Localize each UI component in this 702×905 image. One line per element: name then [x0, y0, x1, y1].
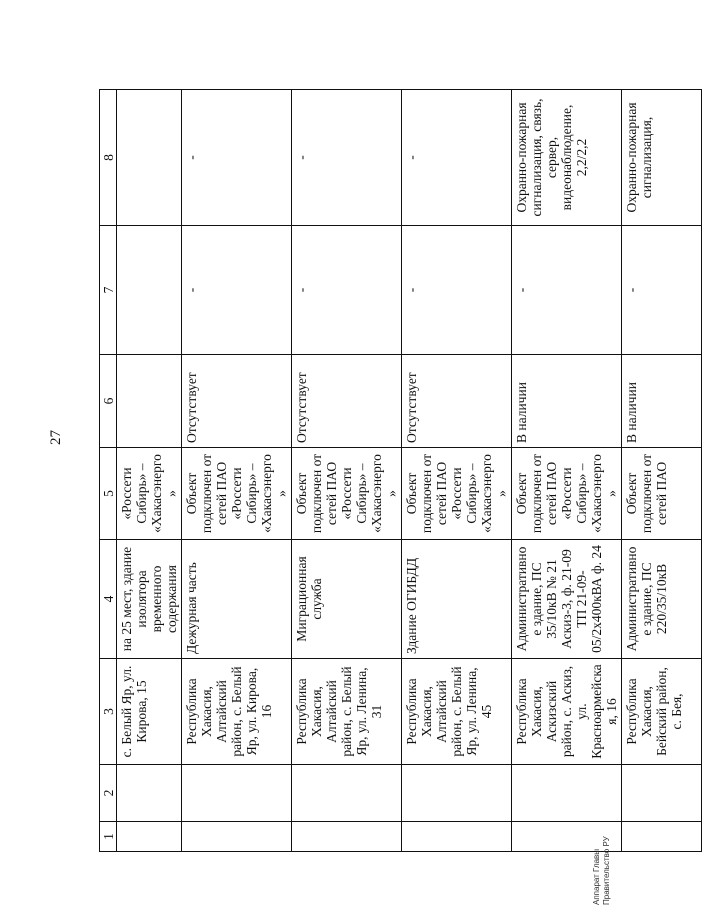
- reserve-cell: Отсутствует: [402, 355, 512, 448]
- table-row: [292, 90, 402, 852]
- column-number: 1: [100, 822, 117, 852]
- power-source-cell: Объект подключен от сетей ПАО «Россети Сибирь» – «Хакасэнерго»: [402, 448, 512, 540]
- infrastructure-table: [99, 89, 702, 852]
- systems-cell: -: [182, 90, 292, 226]
- systems-cell: Охранно-пожарная сигнализация,: [622, 90, 702, 226]
- table-cell: [402, 765, 512, 822]
- table-row: [182, 90, 292, 852]
- column-number: 3: [100, 659, 117, 765]
- table-cell: -: [182, 226, 292, 355]
- power-source-cell: Объект подключен от сетей ПАО «Россети Сибирь» – «Хакасэнерго»: [292, 448, 402, 540]
- stamp: [592, 795, 612, 905]
- object-cell: Здание ОГИБДД: [402, 540, 512, 659]
- table-cell: [117, 822, 182, 852]
- systems-cell: [117, 90, 182, 226]
- address-cell: Республика Хакасия, Аскизский район, с. Аскиз, ул. Красноармейская, 16: [512, 659, 622, 765]
- table-cell: [622, 765, 702, 822]
- table-cell: -: [402, 226, 512, 355]
- table-cell: [622, 822, 702, 852]
- object-cell: на 25 мест, здание изолятора временного содержания: [117, 540, 182, 659]
- column-number: 4: [100, 540, 117, 659]
- column-number: 8: [100, 90, 117, 226]
- address-cell: Республика Хакасия, Алтайский район, с. Белый Яр, ул. Ленина, 31: [292, 659, 402, 765]
- stamp-line: Аппарат Главы: [592, 848, 601, 905]
- table-row: [117, 90, 182, 852]
- stamp-line: Правительство РУ: [602, 836, 611, 905]
- reserve-cell: Отсутствует: [292, 355, 402, 448]
- reserve-cell: В наличии: [512, 355, 622, 448]
- power-source-cell: Объект подключен от сетей ПАО «Россети Сибирь» – «Хакасэнерго»: [182, 448, 292, 540]
- table-cell: [117, 765, 182, 822]
- reserve-cell: [117, 355, 182, 448]
- systems-cell: Охранно-пожарная сигнализация, связь, сервер, видеонаблюдение, 2,2/2,2: [512, 90, 622, 226]
- address-cell: Республика Хакасия, Алтайский район, с. Белый Яр, ул. Кирова, 16: [182, 659, 292, 765]
- column-number: 6: [100, 355, 117, 448]
- table-cell: -: [292, 226, 402, 355]
- table-row: [512, 90, 622, 852]
- address-cell: Республика Хакасия, Алтайский район, с. Белый Яр, ул. Ленина, 45: [402, 659, 512, 765]
- systems-cell: -: [292, 90, 402, 226]
- address-cell: с. Белый Яр, ул. Кирова, 15: [117, 659, 182, 765]
- infrastructure-table-wrapper: [99, 90, 684, 852]
- power-source-cell: Объект подключен от сетей ПАО «Россети Сибирь» – «Хакасэнерго»: [512, 448, 622, 540]
- table-cell: [182, 822, 292, 852]
- table-cell: [292, 765, 402, 822]
- column-number: 2: [100, 765, 117, 822]
- object-cell: Миграционная служба: [292, 540, 402, 659]
- object-cell: Административное здание, ПС 220/35/10кВ: [622, 540, 702, 659]
- table-row: [402, 90, 512, 852]
- address-cell: Республика Хакасия, Бейский район, с. Бея,: [622, 659, 702, 765]
- table-cell: -: [622, 226, 702, 355]
- table-cell: [402, 822, 512, 852]
- power-source-cell: «Россети Сибирь» – «Хакасэнерго»: [117, 448, 182, 540]
- object-cell: Дежурная часть: [182, 540, 292, 659]
- column-number: 7: [100, 226, 117, 355]
- table-cell: [117, 226, 182, 355]
- page-number: 27: [48, 430, 64, 445]
- reserve-cell: В наличии: [622, 355, 702, 448]
- table-cell: -: [512, 226, 622, 355]
- column-number-row: [100, 90, 117, 852]
- column-number: 5: [100, 448, 117, 540]
- reserve-cell: Отсутствует: [182, 355, 292, 448]
- object-cell: Административное здание, ПС 35/10кВ № 21 Аскиз-3, ф. 21-09 ТП 21-09-05/2х400кВА ф. 24: [512, 540, 622, 659]
- table-cell: [182, 765, 292, 822]
- systems-cell: -: [402, 90, 512, 226]
- table-row: [622, 90, 702, 852]
- power-source-cell: Объект подключен от сетей ПАО: [622, 448, 702, 540]
- table-cell: [292, 822, 402, 852]
